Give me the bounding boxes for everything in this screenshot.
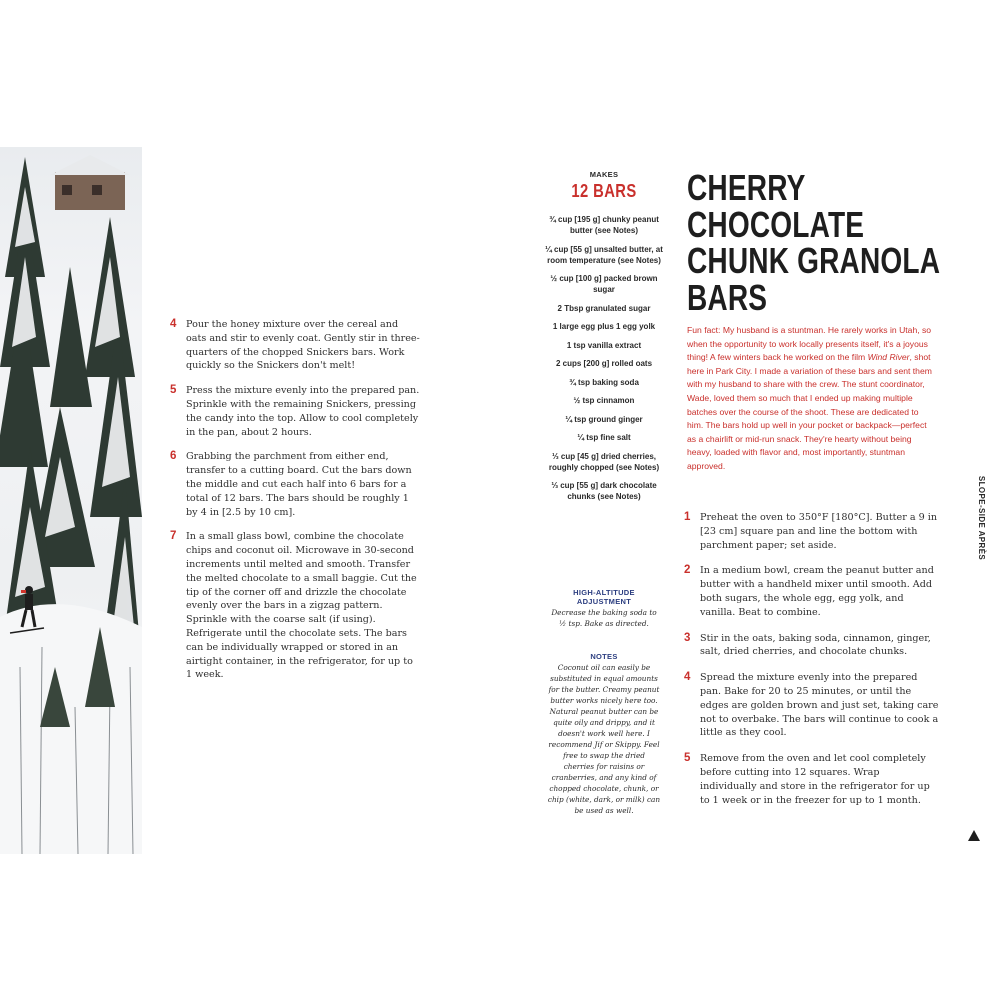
ingredient-item: ½ tsp cinnamon	[573, 396, 635, 405]
triangle-up-icon	[968, 830, 980, 841]
high-altitude-block	[547, 588, 661, 629]
step-7	[170, 530, 420, 682]
step-text: In a small glass bowl, combine the chocolate chips and coconut oil. Microwave in 30-second increments until melted and smooth. Transfer the melted chocolate to a small baggie. Cut the tip of the corner off and drizzle the chocolate evenly over the bars in a zigzag pattern. Sprinkle with the coarse salt (if using). Refrigerate until the chocolate sets. The bars can be individually wrapped or stored in an airtight container, in the refrigerator, for up to 1 week.	[186, 531, 417, 681]
step-number: 1	[684, 511, 691, 523]
step-number: 6	[170, 450, 177, 463]
step-text: Stir in the oats, baking soda, cinnamon, ginger, salt, dried cherries, and chocolate chunks.	[700, 632, 931, 658]
ingredient-item: 1 tsp vanilla extract	[566, 340, 642, 350]
notes-heading: NOTES	[590, 652, 618, 661]
step-number: 3	[684, 631, 691, 644]
title-line: CHERRY	[687, 167, 806, 208]
ingredient-item: ¼ tsp fine salt	[577, 433, 631, 442]
ingredient-item: ¼ cup [55 g] unsalted butter, at room temperature (see Notes)	[545, 244, 663, 265]
ingredient-item: ½ cup [100 g] packed brown sugar	[550, 274, 658, 294]
high-altitude-text: Decrease the baking soda to ½ tsp. Bake as directed.	[551, 608, 657, 628]
chapter-tab: SLOPE-SIDE APRÈS	[977, 475, 986, 561]
high-altitude-heading: HIGH-ALTITUDE ADJUSTMENT	[573, 588, 635, 606]
notes-text: Coconut oil can easily be substituted in equal amounts for the butter. Creamy peanut butter works nicely here too. Natural peanut butter can be quite oily and drippy, and it doesn't work well here. I recommend Jif or Skippy. Feel free to swap the dried cherries for raisins or cranberries, and any kind of chopped chocolate, chunk, or chip (white, dark, or milk) can be used as well.	[547, 663, 661, 815]
step-number: 2	[684, 564, 691, 577]
step-4	[170, 318, 420, 373]
step-text: Spread the mixture evenly into the prepared pan. Bake for 20 to 25 minutes, or until the edges are golden brown and just set, taking care not to overbake. The bars will continue to cook a little as they cool.	[700, 672, 939, 739]
snowy-forest-photo	[0, 147, 142, 854]
step-1	[684, 511, 939, 552]
film-title: Wind River	[867, 352, 910, 363]
ingredient-item: ¾ tsp baking soda	[569, 377, 639, 387]
step-text: Grabbing the parchment from either end, transfer to a cutting board. Cut the bars down the middle and cut each half into 6 bars for a total of 12 bars. The bars should be roughly 1 by 4 in [2.5 by 10 cm].	[186, 451, 412, 518]
step-number: 4	[684, 671, 691, 684]
step-text: Pour the honey mixture over the cereal and oats and stir to evenly coat. Gently stir in three-quarters of the chopped Snickers bars. Work quickly so the Snickers don't melt!	[186, 319, 420, 372]
notes-block	[547, 652, 661, 816]
ingredient-item: ¾ cup [195 g] chunky peanut butter (see Notes)	[549, 215, 659, 235]
step-number: 5	[170, 384, 177, 397]
step-3	[684, 632, 939, 660]
title-line: CHUNK GRANOLA	[687, 240, 941, 281]
step-5	[170, 384, 420, 439]
step-text: Preheat the oven to 350°F [180°C]. Butter a 9 in [23 cm] square pan and line the bottom with parchment paper; set aside.	[700, 512, 938, 551]
ingredient-item: ¼ tsp ground ginger	[565, 414, 643, 424]
step-5	[684, 752, 939, 807]
ingredient-item: 2 Tbsp granulated sugar	[557, 303, 651, 313]
right-steps-list	[684, 511, 939, 819]
recipe-title	[687, 167, 941, 318]
title-line: BARS	[687, 276, 768, 318]
intro-text: Fun fact: My husband is a stuntman. He rarely works in Utah, so when the opportunity to work locally presents itself, it's a joyous thing! A few winters back he worked on the film	[687, 325, 932, 363]
ingredient-item: 1 large egg plus 1 egg yolk	[552, 322, 656, 331]
ingredient-item: ⅓ cup [45 g] dried cherries, roughly chopped (see Notes)	[548, 451, 660, 472]
step-number: 4	[170, 318, 177, 330]
makes-label: MAKES	[589, 170, 619, 179]
ingredient-item: ⅓ cup [55 g] dark chocolate chunks (see Notes)	[551, 481, 657, 501]
ingredient-item: 2 cups [200 g] rolled oats	[555, 359, 653, 368]
step-4	[684, 671, 939, 740]
intro-text: , shot here in Park City. I made a variation of these bars and sent them with my husband to share with the crew. The stunt coordinator, Wade, loved them so much that I ended up making multiple batches over the course of the shoot. These are dedicated to him. The bars hold up well in your pocket or backpack—perfect as a chairlift or mid-run snack. They're hearty without being heavy, loaded with flavor and, most importantly, stuntman approved.	[687, 352, 932, 471]
step-6	[170, 450, 420, 519]
step-text: Remove from the oven and let cool completely before cutting into 12 squares. Wrap individually and store in the refrigerator for up to 1 week or in the freezer for up to 1 month.	[700, 753, 930, 806]
left-steps-list	[170, 318, 420, 693]
step-text: In a medium bowl, cream the peanut butter and butter with a handheld mixer until smooth. Add both sugars, the whole egg, egg yolk, and vanilla. Beat to combine.	[700, 565, 934, 618]
step-2	[684, 564, 939, 619]
title-line: CHOCOLATE	[687, 203, 865, 245]
step-text: Press the mixture evenly into the prepared pan. Sprinkle with the remaining Snickers, pressing the candy into the top. Allow to cool completely in the pan, about 2 hours.	[186, 385, 420, 438]
step-number: 5	[684, 752, 691, 765]
yield-value: 12 BARS	[571, 181, 637, 201]
recipe-intro	[687, 324, 937, 474]
ingredients-sidebar	[543, 170, 665, 510]
step-number: 7	[170, 530, 177, 543]
